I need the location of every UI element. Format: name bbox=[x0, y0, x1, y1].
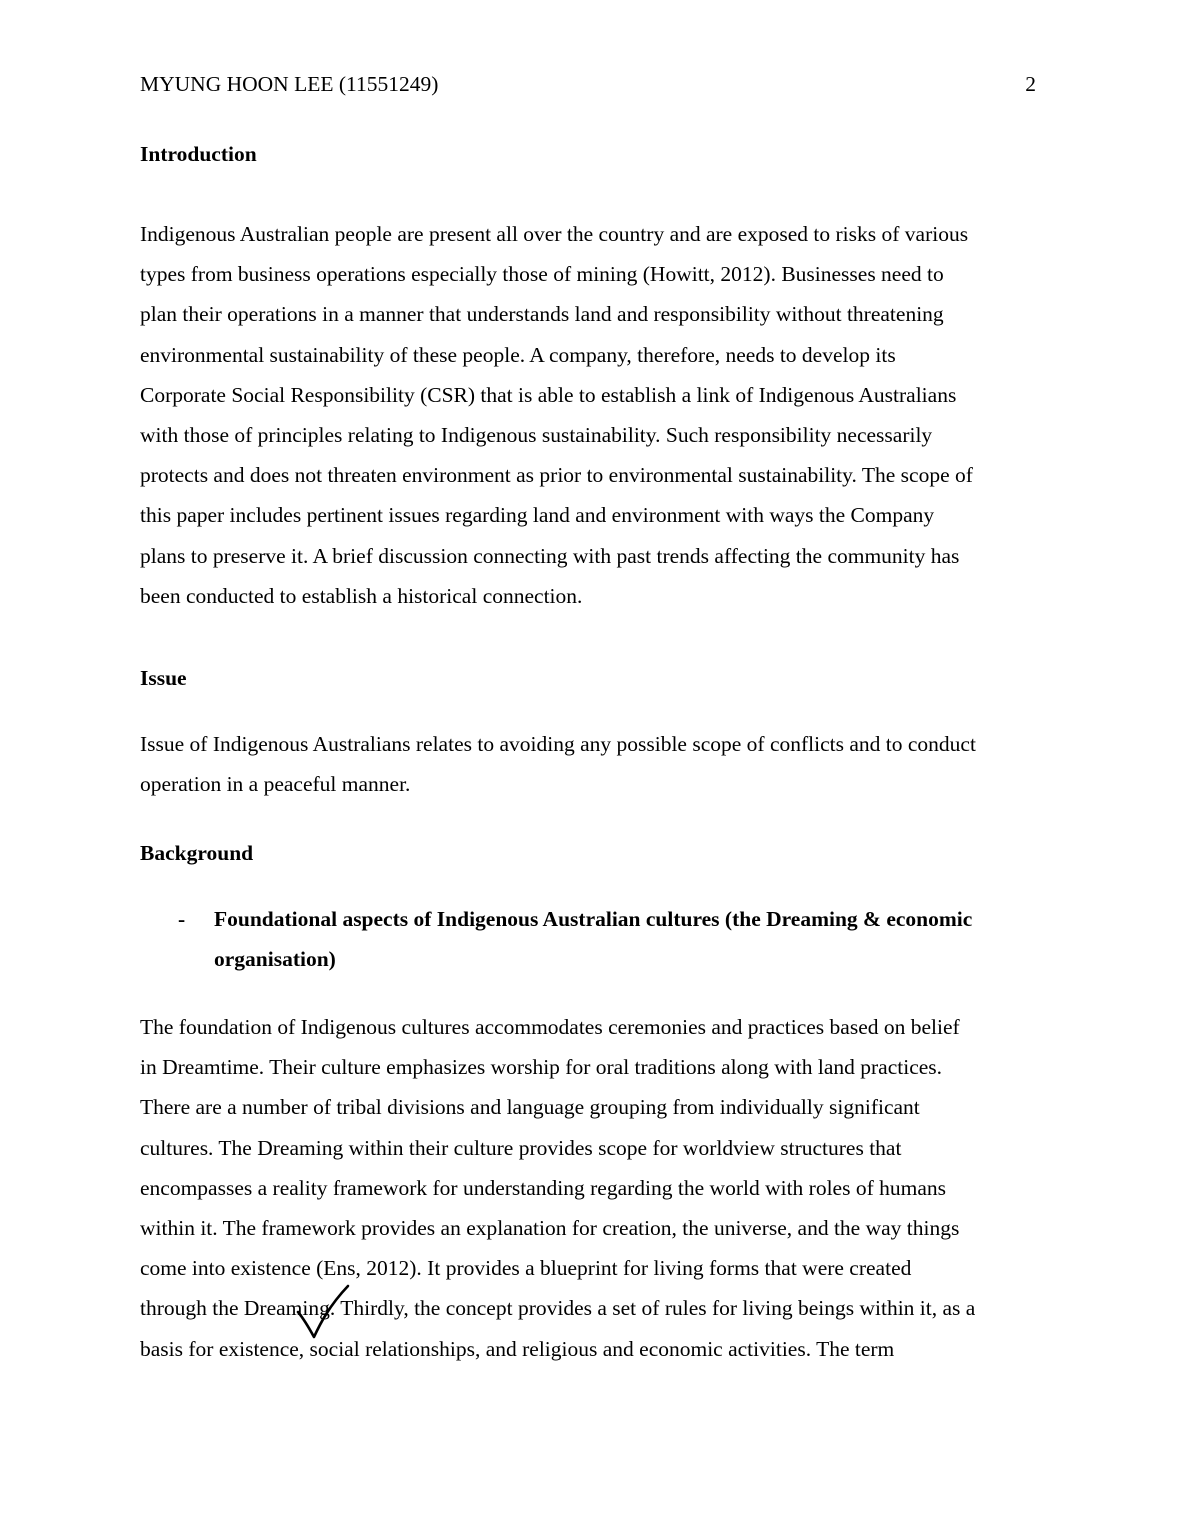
paragraph-issue bbox=[140, 724, 1060, 804]
text-line: within it. The framework provides an explanation for creation, the universe, and the way things bbox=[140, 1216, 960, 1241]
paragraph-background bbox=[140, 1007, 1060, 1369]
checkmark-stroke bbox=[298, 1286, 348, 1337]
text-line: organisation) bbox=[214, 947, 336, 972]
text-line: this paper includes pertinent issues regarding land and environment with ways the Company bbox=[140, 503, 935, 528]
text-line: There are a number of tribal divisions and language grouping from individually significant bbox=[140, 1095, 920, 1120]
heading-issue: Issue bbox=[140, 666, 187, 690]
text-line: through the Dreaming. Thirdly, the concept provides a set of rules for living beings within it, as a bbox=[140, 1296, 976, 1321]
text-line: Corporate Social Responsibility (CSR) that is able to establish a link of Indigenous Australians bbox=[140, 382, 957, 407]
bullet-subheading-text bbox=[214, 899, 1064, 979]
page-number: 2 bbox=[1025, 72, 1036, 96]
text-line: environmental sustainability of these people. A company, therefore, needs to develop its bbox=[140, 342, 896, 367]
heading-introduction: Introduction bbox=[140, 142, 257, 166]
text-line: plans to preserve it. A brief discussion connecting with past trends affecting the community has bbox=[140, 543, 960, 568]
handwritten-checkmark-icon bbox=[296, 1284, 352, 1342]
text-line: Foundational aspects of Indigenous Australian cultures (the Dreaming & economic bbox=[214, 907, 973, 931]
text-line: operation in a peaceful manner. bbox=[140, 772, 411, 797]
paragraph-introduction bbox=[140, 214, 1060, 616]
text-line: encompasses a reality framework for understanding regarding the world with roles of humans bbox=[140, 1175, 947, 1200]
running-header-author: MYUNG HOON LEE (11551249) bbox=[140, 72, 439, 96]
text-line: in Dreamtime. Their culture emphasizes worship for oral traditions along with land practices. bbox=[140, 1055, 943, 1080]
text-line: protects and does not threaten environment as prior to environmental sustainability. The scope of bbox=[140, 463, 973, 488]
bullet-marker: - bbox=[178, 907, 186, 931]
text-line: plan their operations in a manner that understands land and responsibility without threatening bbox=[140, 302, 944, 327]
heading-background: Background bbox=[140, 841, 254, 865]
text-line: Issue of Indigenous Australians relates to avoiding any possible scope of conflicts and to conduct bbox=[140, 732, 976, 756]
text-line: basis for existence, social relationships, and religious and economic activities. The term bbox=[140, 1336, 895, 1361]
text-line: Indigenous Australian people are present all over the country and are exposed to risks of various bbox=[140, 222, 969, 246]
text-line: cultures. The Dreaming within their culture provides scope for worldview structures that bbox=[140, 1135, 902, 1160]
text-line: come into existence (Ens, 2012). It provides a blueprint for living forms that were created bbox=[140, 1256, 912, 1281]
text-line: with those of principles relating to Indigenous sustainability. Such responsibility necessarily bbox=[140, 423, 933, 448]
text-line: been conducted to establish a historical connection. bbox=[140, 583, 583, 608]
text-line: The foundation of Indigenous cultures accommodates ceremonies and practices based on belief bbox=[140, 1015, 960, 1039]
text-line: types from business operations especially those of mining (Howitt, 2012). Businesses need to bbox=[140, 262, 944, 287]
